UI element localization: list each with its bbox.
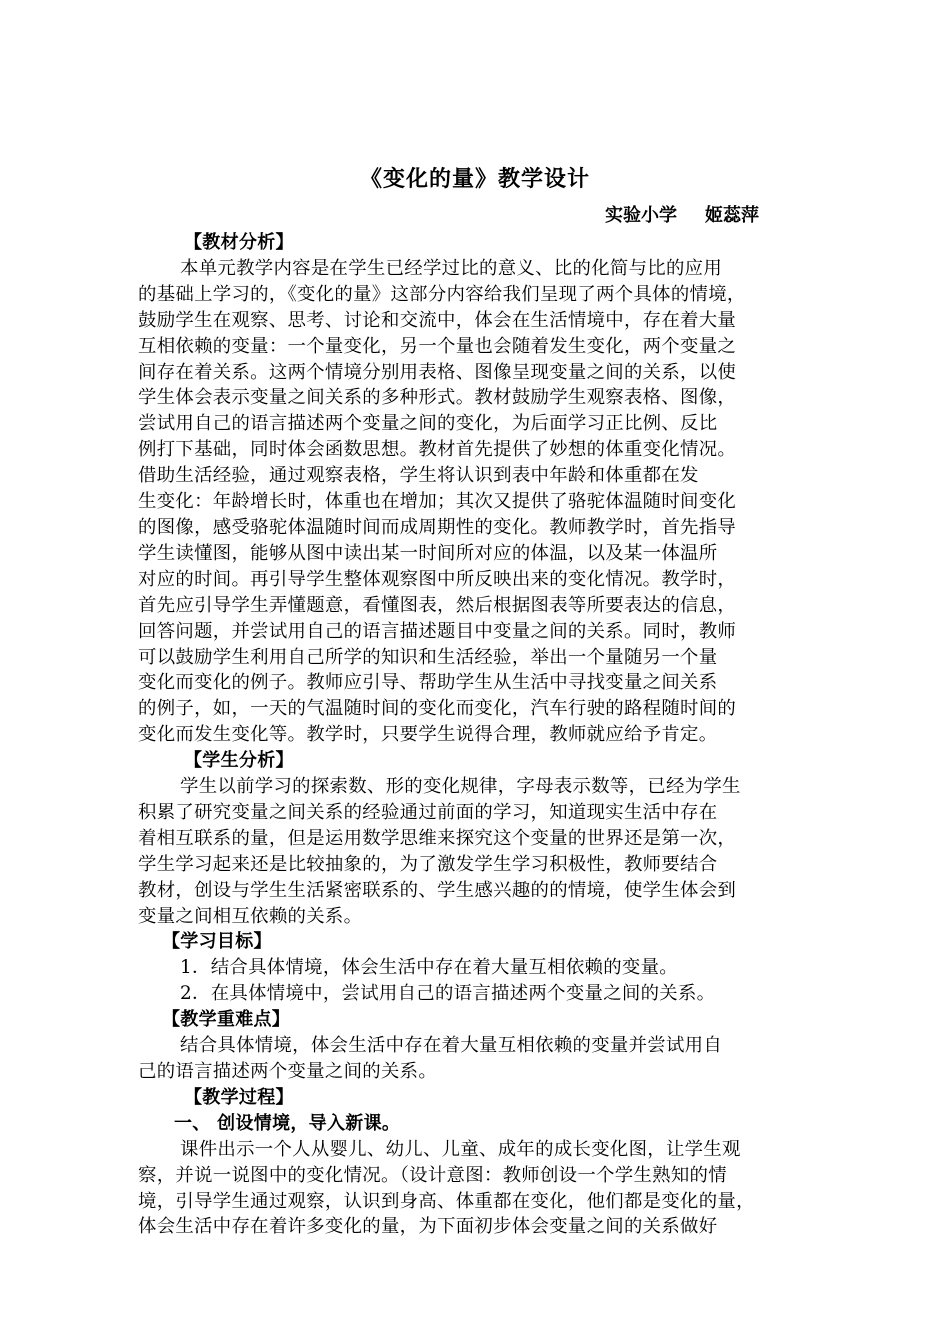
paragraph-line: 学生体会表示变量之间关系的多种形式。教材鼓励学生观察表格、图像， bbox=[138, 387, 737, 409]
paragraph-line: 教材，创设与学生生活紧密联系的、学生感兴趣的的情境，使学生体会到 bbox=[138, 879, 737, 901]
author-line bbox=[605, 203, 759, 229]
paragraph-line: 可以鼓励学生利用自己所学的知识和生活经验，举出一个量随另一个量 bbox=[138, 646, 718, 668]
paragraph-line: 例打下基础，同时体会函数思想。教材首先提供了妙想的体重变化情况。 bbox=[138, 439, 737, 461]
paragraph-line: 尝试用自己的语言描述两个变量之间的变化，为后面学习正比例、反比 bbox=[138, 413, 718, 435]
paragraph-line: 的基础上学习的，《变化的量》这部分内容给我们呈现了两个具体的情境， bbox=[138, 283, 746, 305]
paragraph-line: 借助生活经验，通过观察表格，学生将认识到表中年龄和体重都在发 bbox=[138, 465, 699, 487]
paragraph-line: 察，并说一说图中的变化情况。（设计意图：教师创设一个学生熟知的情 bbox=[138, 1164, 727, 1186]
section-heading: 【教材分析】 bbox=[184, 232, 294, 253]
paragraph-line: 境，引导学生通过观察，认识到身高、体重都在变化，他们都是变化的量， bbox=[138, 1190, 755, 1212]
paragraph-line: 学生以前学习的探索数、形的变化规律，字母表示数等，已经为学生 bbox=[180, 776, 741, 798]
subsection-heading: 一、 创设情境，导入新课。 bbox=[174, 1112, 401, 1134]
list-item: 1．结合具体情境，体会生活中存在着大量互相依赖的变量。 bbox=[180, 957, 678, 979]
document-body bbox=[138, 230, 826, 1240]
paragraph-line: 变化而变化的例子。教师应引导、帮助学生从生活中寻找变量之间关系 bbox=[138, 672, 718, 694]
paragraph-line: 变化而发生变化等。教学时，只要学生说得合理，教师就应给予肯定。 bbox=[138, 724, 718, 746]
section-heading: 【教学重难点】 bbox=[162, 1009, 291, 1031]
paragraph-line: 体会生活中存在着许多变化的量，为下面初步体会变量之间的关系做好 bbox=[138, 1216, 718, 1238]
paragraph-line: 学生读懂图，能够从图中读出某一时间所对应的体温，以及某一体温所 bbox=[138, 542, 718, 564]
paragraph-line: 生变化：年龄增长时，体重也在增加；其次又提供了骆驼体温随时间变化 bbox=[138, 491, 737, 513]
paragraph-line: 本单元教学内容是在学生已经学过比的意义、比的化简与比的应用 bbox=[180, 257, 723, 279]
section-heading: 【学习目标】 bbox=[162, 931, 272, 953]
school-name: 实验小学 bbox=[605, 205, 677, 226]
paragraph-line: 变量之间相互依赖的关系。 bbox=[138, 905, 363, 927]
paragraph-line: 己的语言描述两个变量之间的关系。 bbox=[138, 1061, 438, 1082]
paragraph-line: 的图像，感受骆驼体温随时间而成周期性的变化。教师教学时，首先指导 bbox=[138, 516, 737, 538]
paragraph-line: 结合具体情境，体会生活中存在着大量互相依赖的变量并尝试用自 bbox=[180, 1035, 723, 1057]
paragraph-line: 对应的时间。再引导学生整体观察图中所反映出来的变化情况。教学时， bbox=[138, 568, 737, 590]
paragraph-line: 间存在着关系。这两个情境分别用表格、图像呈现变量之间的关系，以使 bbox=[138, 361, 737, 383]
paragraph-line: 课件出示一个人从婴儿、幼儿、儿童、成年的成长变化图，让学生观 bbox=[180, 1138, 741, 1160]
paragraph-line: 鼓励学生在观察、思考、讨论和交流中，体会在生活情境中，存在着大量 bbox=[138, 309, 737, 331]
section-heading: 【学生分析】 bbox=[184, 750, 294, 772]
paragraph-line: 积累了研究变量之间关系的经验通过前面的学习，知道现实生活中存在 bbox=[138, 801, 718, 823]
list-item: 2．在具体情境中，尝试用自己的语言描述两个变量之间的关系。 bbox=[180, 983, 716, 1005]
paragraph-line: 互相依赖的变量：一个量变化，另一个量也会随着发生变化，两个变量之 bbox=[138, 335, 737, 357]
document-title: 《变化的量》教学设计 bbox=[359, 167, 590, 192]
paragraph-line: 学生学习起来还是比较抽象的，为了激发学生学习积极性，教师要结合 bbox=[138, 853, 718, 875]
section-heading: 【教学过程】 bbox=[184, 1086, 294, 1108]
author-name: 姬蕊萍 bbox=[705, 205, 759, 226]
paragraph-line: 回答问题，并尝试用自己的语言描述题目中变量之间的关系。同时，教师 bbox=[138, 620, 737, 642]
paragraph-line: 首先应引导学生弄懂题意，看懂图表，然后根据图表等所要表达的信息， bbox=[138, 594, 737, 616]
paragraph-line: 的例子，如，一天的气温随时间的变化而变化，汽车行驶的路程随时间的 bbox=[138, 698, 737, 720]
paragraph-line: 着相互联系的量，但是运用数学思维来探究这个变量的世界还是第一次， bbox=[138, 827, 737, 849]
